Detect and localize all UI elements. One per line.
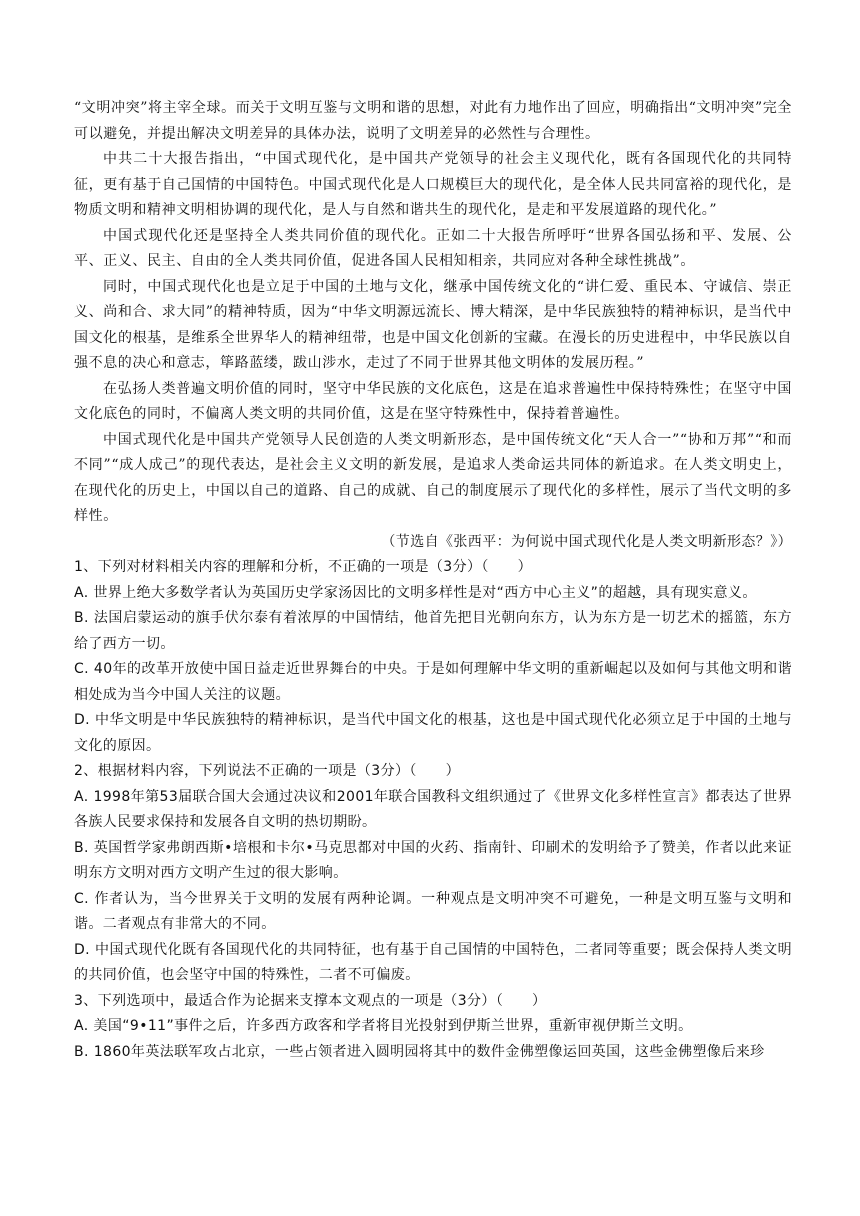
question-1-option-d: D. 中华文明是中华民族独特的精神标识，是当代中国文化的根基，这也是中国式现代化必须立足于中国的土地与文化的原因。 <box>74 712 792 754</box>
question-3-option-b: B. 1860年英法联军攻占北京，一些占领者进入圆明园将其中的数件金佛塑像运回英国，这些金佛塑像后来珍 <box>74 1043 765 1060</box>
passage-paragraph-2: 中共二十大报告指出，“中国式现代化，是中国共产党领导的社会主义现代化，既有各国现代化的共同特征，更有基于自己国情的中国特色。中国式现代化是人口规模巨大的现代化，是全体人民共同富裕的现代化，是物质文明和精神文明相协调的现代化，是人与自然和谐共生的现代化，是走和平发展道路的现代化。” <box>74 151 792 218</box>
question-1-option-c: C. 40年的改革开放使中国日益走近世界舞台的中央。于是如何理解中华文明的重新崛起以及如何与其他文明和谐相处成为当今中国人关注的议题。 <box>74 661 792 703</box>
passage-paragraph-5: 在弘扬人类普遍文明价值的同时，坚守中华民族的文化底色，这是在追求普遍性中保持特殊性；在坚守中国文化底色的同时，不偏离人类文明的共同价值，这是在坚守特殊性中，保持着普遍性。 <box>74 380 792 422</box>
passage-source: （节选自《张西平：为何说中国式现代化是人类文明新形态？》） <box>381 533 792 550</box>
question-1-stem: 1、下列对材料相关内容的理解和分析，不正确的一项是（3分）（ ） <box>74 559 533 575</box>
passage-paragraph-1: “文明冲突”将主宰全球。而关于文明互鉴与文明和谐的思想，对此有力地作出了回应，明确指出“文明冲突”完全可以避免，并提出解决文明差异的具体办法，说明了文明差异的必然性与合理性。 <box>74 100 792 142</box>
passage-paragraph-4: 同时，中国式现代化也是立足于中国的土地与文化，继承中国传统文化的“讲仁爱、重民本、守诚信、崇正义、尚和合、求大同”的精神特质，因为“中华文明源远流长、博大精深，是中华民族独特的精神标识，是当代中国文化的根基，是维系全世界华人的精神纽带，也是中国文化创新的宝藏。在漫长的历史进程中，中华民族以自强不息的决心和意志，筚路蓝缕，跋山涉水，走过了不同于世界其他文明体的发展历程。” <box>74 278 792 371</box>
question-2-option-c: C. 作者认为，当今世界关于文明的发展有两种论调。一种观点是文明冲突不可避免，一种是文明互鉴与文明和谐。二者观点有非常大的不同。 <box>74 890 792 932</box>
passage-paragraph-6: 中国式现代化是中国共产党领导人民创造的人类文明新形态，是中国传统文化“天人合一”“协和万邦”“和而不同”“成人成己”的现代表达，是社会主义文明的新发展，是追求人类命运共同体的新追求。在人类文明史上，在现代化的历史上，中国以自己的道路、自己的成就、自己的制度展示了现代化的多样性，展示了当代文明的多样性。 <box>74 431 792 524</box>
passage-paragraph-3: 中国式现代化还是坚持全人类共同价值的现代化。正如二十大报告所呼吁“世界各国弘扬和平、发展、公平、正义、民主、自由的全人类共同价值，促进各国人民相知相亲，共同应对各种全球性挑战”。 <box>74 227 792 269</box>
question-1-option-b: B. 法国启蒙运动的旗手伏尔泰有着浓厚的中国情结，他首先把目光朝向东方，认为东方是一切艺术的摇篮，东方给了西方一切。 <box>74 610 792 652</box>
question-2-option-a: A. 1998年第53届联合国大会通过决议和2001年联合国教科文组织通过了《世界文化多样性宣言》都表达了世界各族人民要求保持和发展各自文明的热切期盼。 <box>74 788 792 830</box>
question-2-option-d: D. 中国式现代化既有各国现代化的共同特征，也有基于自己国情的中国特色，二者同等重要；既会保持人类文明的共同价值，也会坚守中国的特殊性，二者不可偏废。 <box>74 941 792 983</box>
question-2-option-b: B. 英国哲学家弗朗西斯•培根和卡尔•马克思都对中国的火药、指南针、印刷术的发明给予了赞美，作者以此来证明东方文明对西方文明产生过的很大影响。 <box>74 839 792 881</box>
question-1-option-a: A. 世界上绝大多数学者认为英国历史学家汤因比的文明多样性是对“西方中心主义”的超越，具有现实意义。 <box>74 584 757 601</box>
question-3-option-a: A. 美国“9•11”事件之后，许多西方政客和学者将目光投射到伊斯兰世界，重新审视伊斯兰文明。 <box>74 1018 693 1034</box>
question-3-stem: 3、下列选项中，最适合作为论据来支撑本文观点的一项是（3分）（ ） <box>74 992 547 1009</box>
question-2-stem: 2、根据材料内容，下列说法不正确的一项是（3分）（ ） <box>74 763 461 779</box>
document-content <box>74 96 792 1065</box>
